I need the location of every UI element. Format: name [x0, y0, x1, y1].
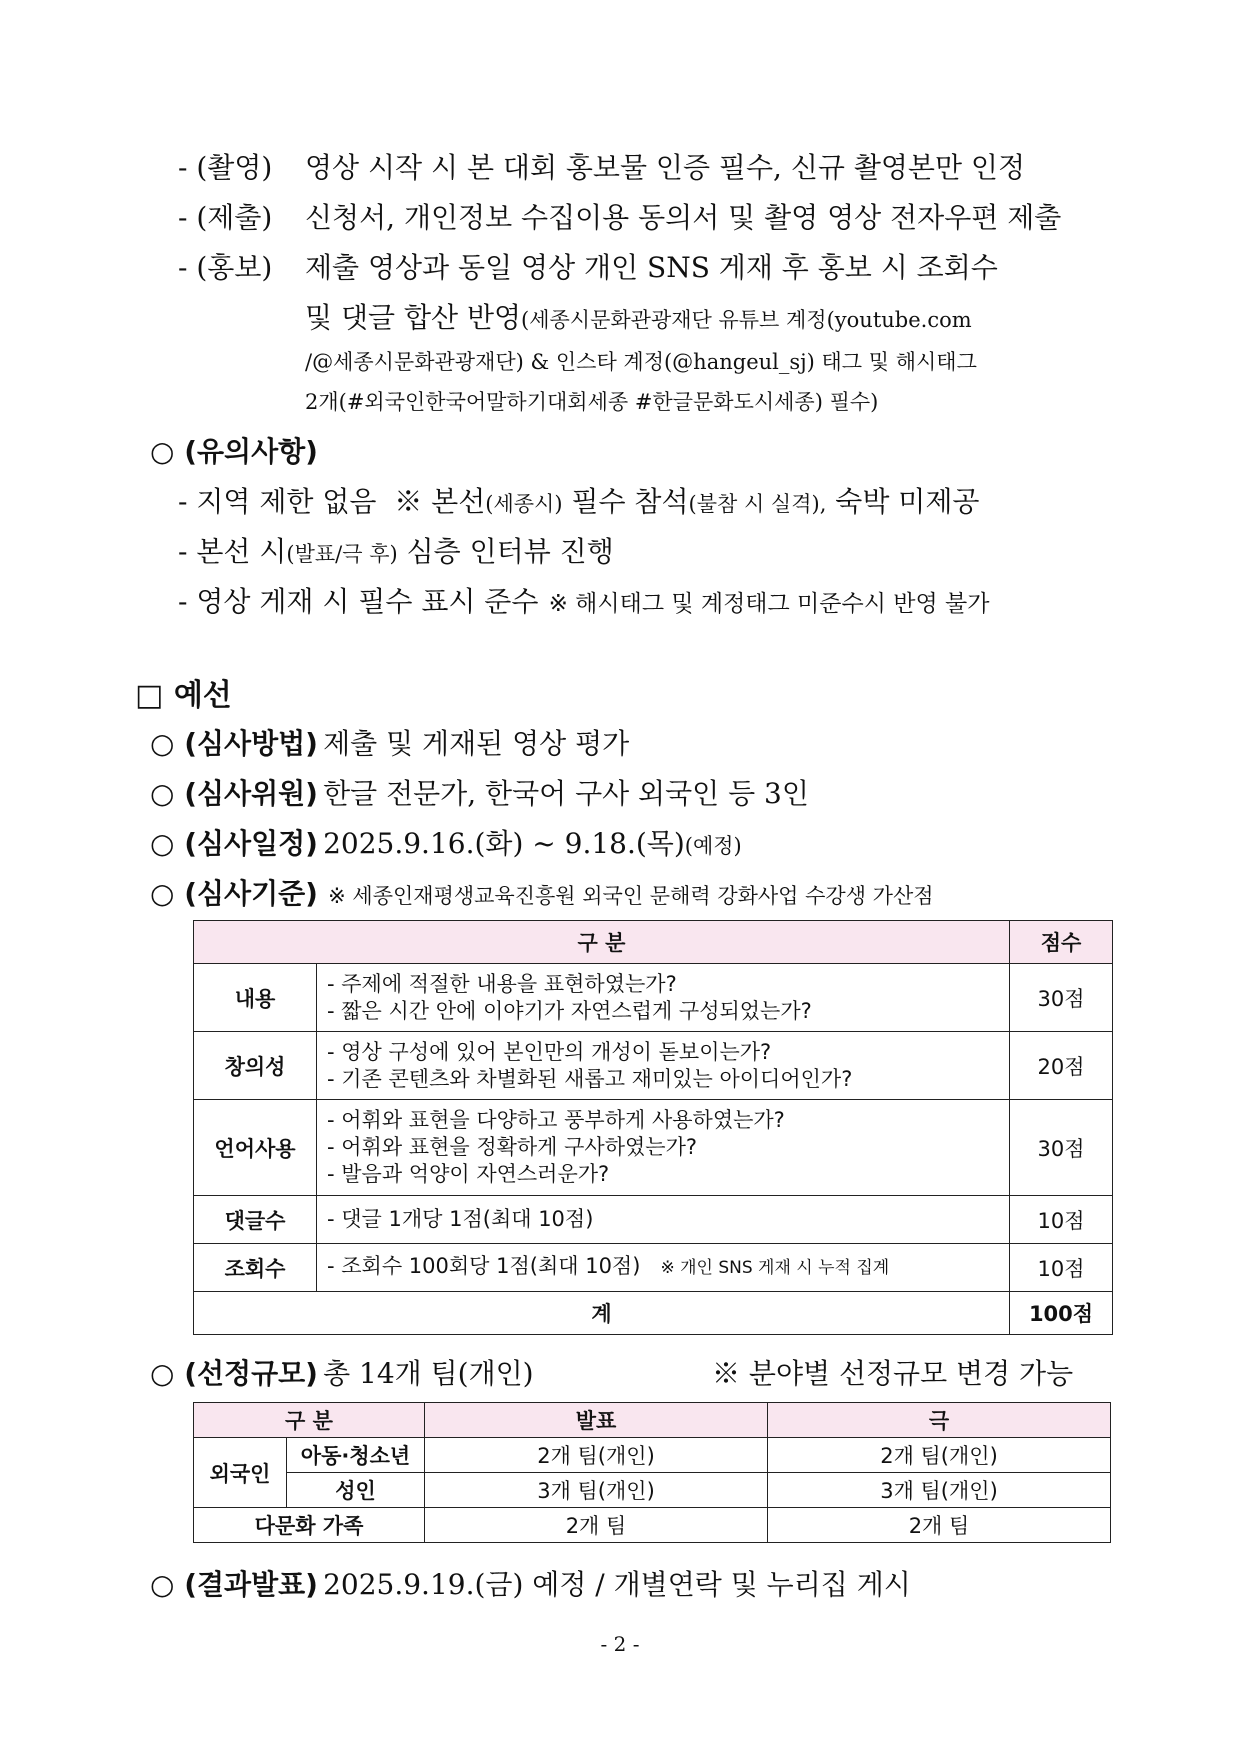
row-description: - 주제에 적절한 내용을 표현하였는가? - 짧은 시간 안에 이야기가 자연스럽게 구성되었는가? [317, 964, 1010, 1032]
judges-line: ○ (심사위원) 한글 전문가, 한국어 구사 외국인 등 3인 [150, 777, 809, 810]
row-score: 20점 [1010, 1032, 1113, 1100]
schedule-line: ○ (심사일정) 2025.9.16.(화) ~ 9.18.(목)(예정) [150, 827, 742, 860]
table-header: 점수 [1010, 921, 1113, 964]
circle-bullet-icon: ○ [150, 435, 175, 468]
table-row [194, 1473, 1111, 1508]
criteria-table [193, 920, 1113, 1335]
row-description: - 조회수 100회당 1점(최대 10점) ※ 개인 SNS 게재 시 누적 집계 [317, 1244, 1010, 1292]
row-subcategory: 아동·청소년 [287, 1438, 425, 1473]
row-score: 10점 [1010, 1196, 1113, 1244]
prelim-heading: □ 예선 [135, 678, 232, 713]
method-line: ○ (심사방법) 제출 및 게재된 영상 평가 [150, 727, 630, 760]
table-row [194, 964, 1113, 1032]
cell-value: 2개 팀(개인) [425, 1438, 768, 1473]
cell-value: 3개 팀(개인) [425, 1473, 768, 1508]
rule-text: 제출 영상과 동일 영상 개인 SNS 게재 후 홍보 시 조회수 [305, 251, 998, 284]
row-subcategory: 성인 [287, 1473, 425, 1508]
note-item: - 지역 제한 없음 ※ 본선(세종시) 필수 참석(불참 시 실격), 숙박 미제공 [178, 485, 980, 518]
square-bullet-icon: □ [135, 678, 164, 713]
notes-heading: ○ (유의사항) [150, 435, 318, 468]
row-score: 30점 [1010, 964, 1113, 1032]
table-row [194, 1508, 1111, 1543]
table-row [194, 1438, 1111, 1473]
promo-continuation: /@세종시문화관광재단) & 인스타 계정(@hangeul_sj) 태그 및 해시태그 [305, 350, 977, 374]
rule-text: 영상 시작 시 본 대회 홍보물 인증 필수, 신규 촬영본만 인정 [305, 151, 1026, 184]
table-header: 발표 [425, 1403, 768, 1438]
rule-text: 신청서, 개인정보 수집이용 동의서 및 촬영 영상 전자우편 제출 [305, 201, 1062, 234]
table-header: 극 [768, 1403, 1111, 1438]
rule-item: - (제출) [178, 201, 273, 234]
table-header: 구 분 [194, 921, 1010, 964]
row-category: 내용 [194, 964, 317, 1032]
row-category: 조회수 [194, 1244, 317, 1292]
row-score: 30점 [1010, 1100, 1113, 1196]
selection-table [193, 1402, 1111, 1543]
total-score: 100점 [1010, 1292, 1113, 1335]
note-item: - 본선 시(발표/극 후) 심층 인터뷰 진행 [178, 535, 614, 568]
row-category: 창의성 [194, 1032, 317, 1100]
table-row [194, 1244, 1113, 1292]
rule-item: - (홍보) [178, 251, 273, 284]
criteria-line: ○ (심사기준) ※ 세종인재평생교육진흥원 외국인 문해력 강화사업 수강생 가산점 [150, 877, 934, 910]
row-category: 다문화 가족 [194, 1508, 425, 1543]
selection-note: ※ 분야별 선정규모 변경 가능 [712, 1357, 1074, 1390]
row-category: 언어사용 [194, 1100, 317, 1196]
page-number: - 2 - [600, 1632, 640, 1656]
table-total-row [194, 1292, 1113, 1335]
row-description: - 어휘와 표현을 다양하고 풍부하게 사용하였는가? - 어휘와 표현을 정확하게 구사하였는가? - 발음과 억양이 자연스러운가? [317, 1100, 1010, 1196]
result-line: ○ (결과발표) 2025.9.19.(금) 예정 / 개별연락 및 누리집 게시 [150, 1568, 911, 1601]
rule-item: - (촬영) [178, 151, 273, 184]
promo-continuation: 및 댓글 합산 반영(세종시문화관광재단 유튜브 계정(youtube.com [305, 301, 972, 334]
promo-continuation: 2개(#외국인한국어말하기대회세종 #한글문화도시세종) 필수) [305, 390, 879, 414]
row-category: 외국인 [194, 1438, 287, 1508]
row-category: 댓글수 [194, 1196, 317, 1244]
total-label: 계 [194, 1292, 1010, 1335]
cell-value: 2개 팀 [425, 1508, 768, 1543]
table-row [194, 1100, 1113, 1196]
cell-value: 2개 팀(개인) [768, 1438, 1111, 1473]
selection-line: ○ (선정규모) 총 14개 팀(개인) [150, 1357, 534, 1390]
note-item: - 영상 게재 시 필수 표시 준수 ※ 해시태그 및 계정태그 미준수시 반영 불가 [178, 585, 990, 618]
table-row [194, 1196, 1113, 1244]
table-row [194, 1032, 1113, 1100]
cell-value: 2개 팀 [768, 1508, 1111, 1543]
row-description: - 댓글 1개당 1점(최대 10점) [317, 1196, 1010, 1244]
table-header: 구 분 [194, 1403, 425, 1438]
row-description: - 영상 구성에 있어 본인만의 개성이 돋보이는가? - 기존 콘텐츠와 차별화된 새롭고 재미있는 아이디어인가? [317, 1032, 1010, 1100]
row-score: 10점 [1010, 1244, 1113, 1292]
cell-value: 3개 팀(개인) [768, 1473, 1111, 1508]
